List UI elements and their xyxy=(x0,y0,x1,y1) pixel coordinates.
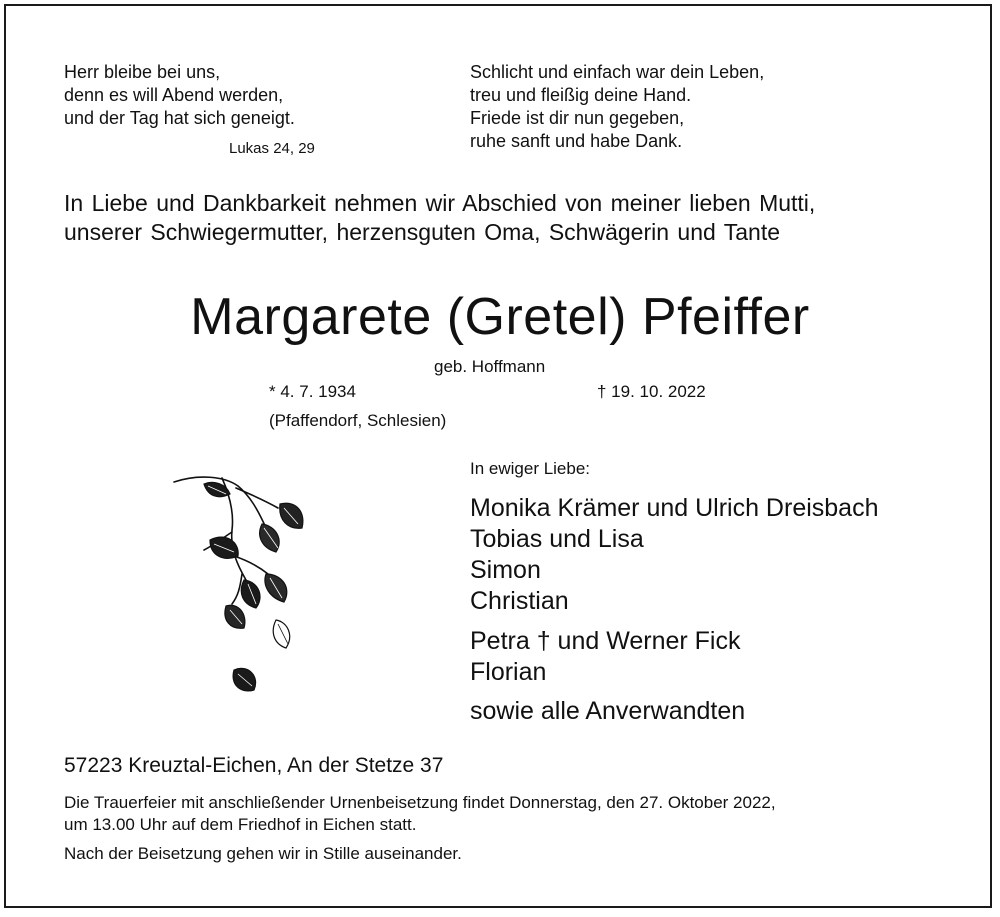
birth-date: * 4. 7. 1934 xyxy=(269,382,356,401)
family-group-1 xyxy=(470,493,878,617)
family-member: Tobias und Lisa xyxy=(470,525,644,553)
closing-note: Nach der Beisetzung gehen wir in Stille auseinander. xyxy=(64,844,462,863)
death-date: † 19. 10. 2022 xyxy=(597,382,706,401)
verse-right-line: treu und fleißig deine Hand. xyxy=(470,85,692,105)
verse-right-line: ruhe sanft und habe Dank. xyxy=(470,131,683,151)
family-member: Simon xyxy=(470,556,541,584)
family-group-2 xyxy=(470,626,740,688)
family-member: Christian xyxy=(470,587,569,615)
falling-leaves-icon xyxy=(168,470,313,715)
verse-left-line: Herr bleibe bei uns, xyxy=(64,62,221,82)
verse-right-line: Schlicht und einfach war dein Leben, xyxy=(470,62,765,82)
maiden-name: geb. Hoffmann xyxy=(434,357,546,376)
family-member: Petra † und Werner Fick xyxy=(470,627,741,655)
verse-left-line: und der Tag hat sich geneigt. xyxy=(64,108,295,128)
intro-line: unserer Schwiegermutter, herzensguten Oma, Schwägerin und Tante xyxy=(64,219,781,245)
verse-right-line: Friede ist dir nun gegeben, xyxy=(470,108,685,128)
ceremony-line: um 13.00 Uhr auf dem Friedhof in Eichen statt. xyxy=(64,815,417,834)
address: 57223 Kreuztal-Eichen, An der Stetze 37 xyxy=(64,754,444,777)
verse-citation: Lukas 24, 29 xyxy=(229,140,315,157)
verse-left xyxy=(64,61,295,130)
family-member: Florian xyxy=(470,658,547,686)
family-closing: sowie alle Anverwandten xyxy=(470,697,746,725)
family-label: In ewiger Liebe: xyxy=(470,459,591,478)
intro-line: In Liebe und Dankbarkeit nehmen wir Abschied von meiner lieben Mutti, xyxy=(64,190,816,216)
verse-left-line: denn es will Abend werden, xyxy=(64,85,284,105)
deceased-name: Margarete (Gretel) Pfeiffer xyxy=(190,288,810,346)
verse-right xyxy=(470,61,764,153)
birth-place: (Pfaffendorf, Schlesien) xyxy=(269,411,447,430)
family-member: Monika Krämer und Ulrich Dreisbach xyxy=(470,494,879,522)
ceremony-line: Die Trauerfeier mit anschließender Urnenbeisetzung findet Donnerstag, den 27. Oktober 2022, xyxy=(64,793,776,812)
ceremony-info xyxy=(64,792,776,836)
intro-text xyxy=(64,189,815,247)
